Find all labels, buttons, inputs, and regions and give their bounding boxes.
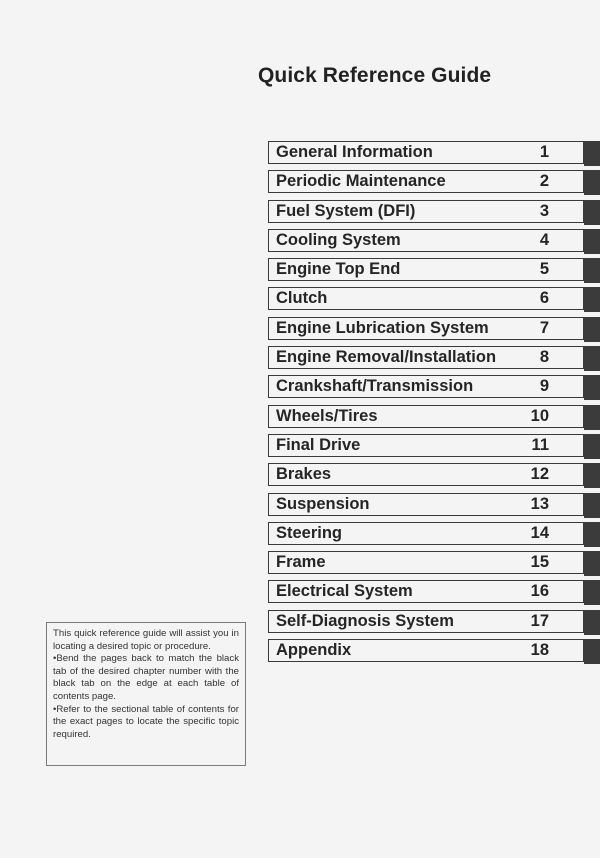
toc-entry-number: 5: [539, 260, 549, 279]
toc-entry-number: 1: [539, 143, 549, 161]
instruction-note: [46, 622, 246, 766]
toc-row[interactable]: [268, 229, 600, 252]
toc-entry-box[interactable]: [268, 463, 584, 486]
chapter-tab-marker: [584, 375, 600, 400]
toc-entry-box[interactable]: [268, 580, 584, 603]
toc-row[interactable]: [268, 346, 600, 369]
toc-entry-number: 12: [530, 465, 549, 484]
toc-entry-label: Cooling System: [276, 230, 401, 249]
chapter-tab-marker: [584, 200, 600, 225]
toc-entry-box[interactable]: [268, 229, 584, 252]
toc-row[interactable]: [268, 200, 600, 223]
toc-entry-box[interactable]: [268, 287, 584, 310]
toc-entry-number: 8: [539, 348, 549, 367]
toc-entry-number: 13: [530, 494, 549, 513]
toc-entry-label: Wheels/Tires: [276, 406, 378, 425]
toc-entry-box[interactable]: [268, 493, 584, 516]
chapter-tab-marker: [584, 141, 600, 166]
toc-entry-label: Final Drive: [276, 435, 361, 454]
toc-entry-box[interactable]: [268, 346, 584, 369]
toc-entry-box[interactable]: [268, 551, 584, 574]
toc-entry-number: 10: [530, 406, 549, 425]
toc-entry-box[interactable]: [268, 522, 584, 545]
toc-entry-number: 18: [530, 641, 549, 660]
toc-row[interactable]: [268, 463, 600, 486]
toc-entry-label: Self-Diagnosis System: [276, 611, 454, 630]
toc-entry-number: 3: [539, 201, 549, 220]
toc-entry-number: 15: [530, 553, 549, 572]
chapter-tab-marker: [584, 551, 600, 576]
toc-entry-label: Fuel System (DFI): [276, 201, 416, 220]
chapter-tab-marker: [584, 639, 600, 664]
toc-entry-label: Engine Top End: [276, 260, 401, 279]
toc-row[interactable]: [268, 258, 600, 281]
chapter-tab-marker: [584, 522, 600, 547]
toc-entry-label: Clutch: [276, 289, 328, 308]
toc-entry-box[interactable]: [268, 258, 584, 281]
toc-entry-box[interactable]: [268, 200, 584, 223]
toc-entry-box[interactable]: [268, 317, 584, 340]
toc-entry-label: Electrical System: [276, 582, 413, 601]
chapter-tab-marker: [584, 170, 600, 195]
toc-entry-label: Steering: [276, 523, 343, 542]
table-of-contents: [268, 141, 600, 668]
toc-row[interactable]: [268, 610, 600, 633]
toc-entry-number: 11: [531, 435, 549, 454]
toc-entry-box[interactable]: [268, 434, 584, 457]
chapter-tab-marker: [584, 434, 600, 459]
chapter-tab-marker: [584, 610, 600, 635]
toc-entry-box[interactable]: [268, 375, 584, 398]
note-bullet-2: •Refer to the sectional table of contents for the exact pages to locate the specific topic required.: [53, 703, 239, 740]
chapter-tab-marker: [584, 287, 600, 312]
toc-entry-label: Suspension: [276, 494, 370, 513]
toc-entry-number: 2: [539, 172, 549, 191]
chapter-tab-marker: [584, 346, 600, 371]
chapter-tab-marker: [584, 405, 600, 430]
toc-row[interactable]: [268, 141, 600, 164]
chapter-tab-marker: [584, 258, 600, 283]
toc-row[interactable]: [268, 434, 600, 457]
toc-row[interactable]: [268, 639, 600, 662]
toc-row[interactable]: [268, 287, 600, 310]
toc-entry-number: 16: [530, 582, 549, 601]
toc-row[interactable]: [268, 405, 600, 428]
toc-entry-box[interactable]: [268, 141, 584, 164]
page-title: Quick Reference Guide: [258, 64, 492, 87]
toc-entry-label: Appendix: [276, 641, 352, 660]
toc-entry-box[interactable]: [268, 639, 584, 662]
chapter-tab-marker: [584, 580, 600, 605]
toc-entry-number: 14: [530, 523, 549, 542]
toc-entry-label: Engine Lubrication System: [276, 318, 489, 337]
chapter-tab-marker: [584, 493, 600, 518]
toc-entry-label: Brakes: [276, 465, 332, 484]
toc-row[interactable]: [268, 493, 600, 516]
note-intro: This quick reference guide will assist you in locating a desired topic or procedure.: [53, 628, 239, 652]
toc-entry-number: 4: [539, 230, 549, 249]
toc-entry-label: Frame: [276, 553, 326, 572]
toc-entry-box[interactable]: [268, 170, 584, 193]
chapter-tab-marker: [584, 229, 600, 254]
toc-row[interactable]: [268, 170, 600, 193]
toc-row[interactable]: [268, 375, 600, 398]
note-bullet-1: •Bend the pages back to match the black tab of the desired chapter number with the black tab on the edge at each table of contents page.: [53, 653, 239, 702]
toc-entry-number: 17: [530, 611, 549, 630]
toc-row[interactable]: [268, 580, 600, 603]
toc-row[interactable]: [268, 317, 600, 340]
toc-entry-box[interactable]: [268, 610, 584, 633]
toc-entry-label: Crankshaft/Transmission: [276, 377, 474, 396]
toc-entry-number: 9: [539, 377, 549, 396]
toc-row[interactable]: [268, 551, 600, 574]
toc-entry-number: 6: [539, 289, 549, 308]
chapter-tab-marker: [584, 463, 600, 488]
toc-entry-label: Engine Removal/Installation: [276, 348, 497, 367]
chapter-tab-marker: [584, 317, 600, 342]
toc-entry-box[interactable]: [268, 405, 584, 428]
toc-entry-label: Periodic Maintenance: [276, 172, 446, 191]
toc-row[interactable]: [268, 522, 600, 545]
toc-entry-number: 7: [539, 318, 549, 337]
toc-entry-label: General Information: [276, 143, 433, 161]
